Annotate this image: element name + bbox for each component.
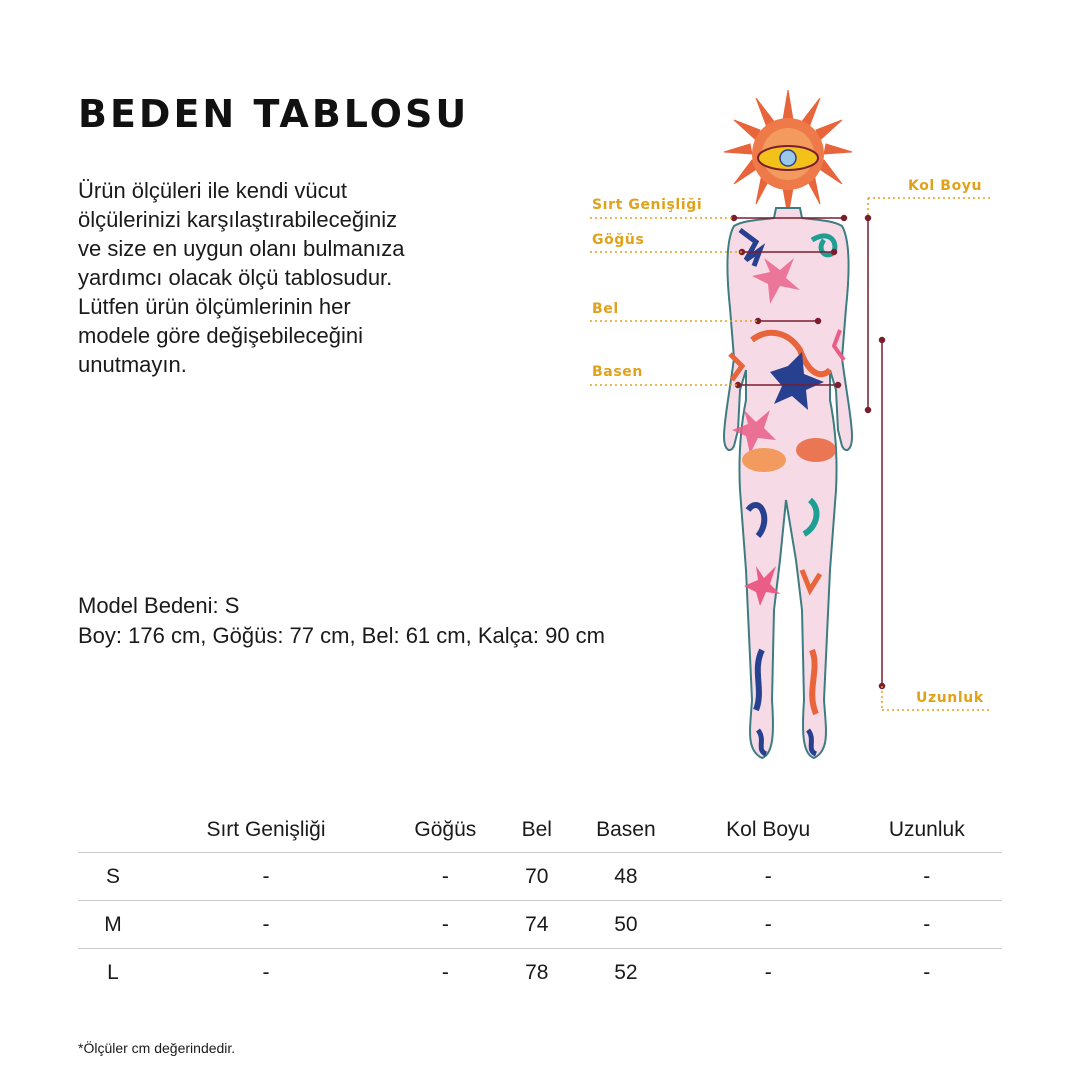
size-cell: S — [78, 853, 148, 901]
table-cell: - — [384, 901, 507, 949]
table-header-cell: Kol Boyu — [726, 818, 811, 841]
intro-line: ölçülerinizi karşılaştırabileceğiniz — [78, 207, 398, 232]
table-cell: - — [852, 901, 1002, 949]
table-cell: - — [685, 901, 852, 949]
table-cell: - — [384, 853, 507, 901]
table-header-cell: Basen — [596, 818, 656, 841]
table-cell: 48 — [567, 853, 685, 901]
table-cell: - — [148, 901, 384, 949]
table-cell: 52 — [567, 949, 685, 997]
table-header-cell: Göğüs — [414, 818, 477, 841]
label-waist: Bel — [592, 301, 619, 317]
model-measurements: Boy: 176 cm, Göğüs: 77 cm, Bel: 61 cm, Kalça: 90 cm — [78, 623, 606, 648]
table-cell: 50 — [567, 901, 685, 949]
table-cell: 74 — [507, 901, 567, 949]
model-size: Model Bedeni: S — [78, 593, 240, 618]
intro-line: modele göre değişebileceğini — [78, 323, 363, 348]
table-cell: - — [148, 949, 384, 997]
table-row — [78, 949, 1002, 997]
model-info — [78, 591, 605, 651]
table-cell: - — [852, 853, 1002, 901]
table-row — [78, 853, 1002, 901]
intro-text — [78, 176, 478, 379]
table-row — [78, 901, 1002, 949]
table-cell: - — [148, 853, 384, 901]
intro-line: unutmayın. — [78, 352, 187, 377]
label-length: Uzunluk — [916, 690, 984, 706]
table-header-cell: Uzunluk — [888, 818, 965, 841]
footnote: *Ölçüler cm değerindedir. — [78, 1040, 236, 1056]
table-cell: - — [685, 853, 852, 901]
size-cell: L — [78, 949, 148, 997]
body-silhouette — [724, 208, 852, 758]
table-cell: - — [384, 949, 507, 997]
body-measurement-figure — [580, 90, 1010, 770]
size-table — [78, 808, 1002, 996]
intro-line: Ürün ölçüleri ile kendi vücut — [78, 178, 348, 203]
label-hip: Basen — [592, 364, 643, 380]
page-title: BEDEN TABLOSU — [78, 92, 470, 136]
label-chest: Göğüs — [592, 232, 645, 248]
size-cell: M — [78, 901, 148, 949]
table-cell: 78 — [507, 949, 567, 997]
intro-line: ve size en uygun olanı bulmanıza — [78, 236, 405, 261]
table-header-cell: Bel — [521, 818, 552, 841]
table-header-cell: Sırt Genişliği — [206, 818, 326, 841]
table-cell: 70 — [507, 853, 567, 901]
table-header-cell — [78, 808, 148, 853]
label-sleeve: Kol Boyu — [908, 178, 983, 194]
sun-head-icon — [724, 90, 852, 216]
table-cell: - — [685, 949, 852, 997]
intro-line: yardımcı olacak ölçü tablosudur. — [78, 265, 393, 290]
label-back-width: Sırt Genişliği — [592, 197, 703, 213]
table-cell: - — [852, 949, 1002, 997]
table-header-row — [78, 808, 1002, 853]
intro-line: Lütfen ürün ölçümlerinin her — [78, 294, 351, 319]
